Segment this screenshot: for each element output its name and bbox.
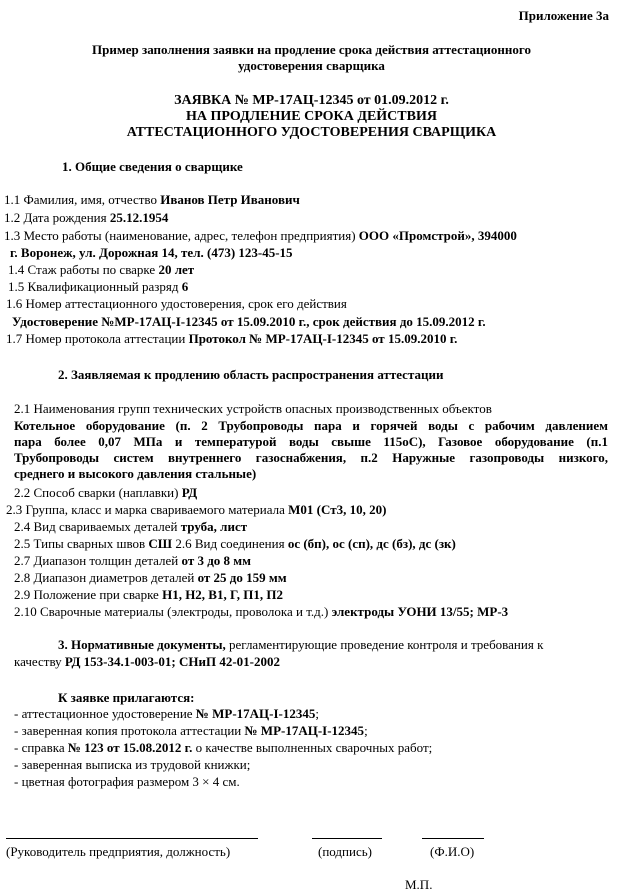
item-1-5: 1.5 Квалификационный разряд 6 bbox=[8, 279, 189, 294]
item-2-1: 2.1 Наименования групп технических устройств опасных производственных объектов bbox=[14, 401, 492, 416]
attachment-item: - заверенная копия протокола аттестации № МР-17АЦ-I-12345; bbox=[14, 723, 368, 738]
item-1-6-value: Удостоверение №МР-17АЦ-I-12345 от 15.09.2010 г., срок действия до 15.09.2012 г. bbox=[12, 314, 486, 329]
item-1-6: 1.6 Номер аттестационного удостоверения, срок его действия bbox=[6, 296, 347, 311]
application-title-line3: АТТЕСТАЦИОННОГО УДОСТОВЕРЕНИЯ СВАРЩИКА bbox=[126, 125, 497, 140]
document-title-line2: удостоверения сварщика bbox=[238, 58, 385, 73]
signature-line-sign bbox=[312, 838, 382, 839]
attachment-item: - аттестационное удостоверение № МР-17АЦ-I-12345; bbox=[14, 706, 319, 721]
signature-position-caption: (Руководитель предприятия, должность) bbox=[6, 844, 231, 859]
item-2-3: 2.3 Группа, класс и марка свариваемого материала М01 (Ст3, 10, 20) bbox=[6, 502, 387, 517]
attachment-item: - заверенная выписка из трудовой книжки; bbox=[14, 757, 251, 772]
item-1-1: 1.1 Фамилия, имя, отчество Иванов Петр Иванович bbox=[4, 192, 300, 207]
stamp-place: М.П. bbox=[405, 877, 433, 892]
item-2-10: 2.10 Сварочные материалы (электроды, проволока и т.д.) электроды УОНИ 13/55; МР-3 bbox=[14, 604, 509, 619]
section3-heading: 3. Нормативные документы, регламентирующие проведение контроля и требования к bbox=[58, 637, 544, 652]
item-2-1-value: Котельное оборудование (п. 2 Трубопроводы пара и горячей воды с рабочим давлением пара более 0,07 МПа и температурой воды свыше 115оС), Газовое оборудование (п.1 Трубопроводы систем внутреннего газоснабжения, п.2 Наружные газопроводы низкого, среднего и высокого давления стальные) bbox=[14, 418, 608, 481]
item-2-8: 2.8 Диапазон диаметров деталей от 25 до 159 мм bbox=[14, 570, 287, 585]
application-title-line2: НА ПРОДЛЕНИЕ СРОКА ДЕЙСТВИЯ bbox=[186, 109, 437, 124]
section3-line2: качеству РД 153-34.1-003-01; СНиП 42-01-2002 bbox=[14, 654, 280, 669]
section2-heading: 2. Заявляемая к продлению область распространения аттестации bbox=[58, 367, 444, 382]
signature-line-position bbox=[6, 838, 258, 839]
signature-name-caption: (Ф.И.О) bbox=[430, 844, 475, 859]
attachment-item: - справка № 123 от 15.08.2012 г. о качестве выполненных сварочных работ; bbox=[14, 740, 433, 755]
item-2-7: 2.7 Диапазон толщин деталей от 3 до 8 мм bbox=[14, 553, 252, 568]
attachment-item: - цветная фотография размером 3 × 4 см. bbox=[14, 774, 240, 789]
item-2-5-2-6: 2.5 Типы сварных швов СШ 2.6 Вид соединения ос (бп), ос (сп), дс (бз), дс (зк) bbox=[14, 536, 456, 551]
signature-sign-caption: (подпись) bbox=[318, 844, 372, 859]
item-2-4: 2.4 Вид свариваемых деталей труба, лист bbox=[14, 519, 248, 534]
item-1-4: 1.4 Стаж работы по сварке 20 лет bbox=[8, 262, 195, 277]
item-1-3: 1.3 Место работы (наименование, адрес, телефон предприятия) ООО «Промстрой», 394000 bbox=[4, 228, 517, 243]
item-1-3-continued: г. Воронеж, ул. Дорожная 14, тел. (473) 123-45-15 bbox=[10, 245, 293, 260]
appendix-label: Приложение 3а bbox=[518, 8, 609, 23]
section1-heading: 1. Общие сведения о сварщике bbox=[62, 159, 243, 174]
attachments-heading: К заявке прилагаются: bbox=[58, 690, 195, 705]
item-2-2: 2.2 Способ сварки (наплавки) РД bbox=[14, 485, 198, 500]
signature-line-name bbox=[422, 838, 484, 839]
item-1-2: 1.2 Дата рождения 25.12.1954 bbox=[4, 210, 169, 225]
application-title-line1: ЗАЯВКА № МР-17АЦ-12345 от 01.09.2012 г. bbox=[174, 93, 449, 108]
document-title-line1: Пример заполнения заявки на продление срока действия аттестационного bbox=[92, 42, 531, 57]
item-1-7: 1.7 Номер протокола аттестации Протокол № МР-17АЦ-I-12345 от 15.09.2010 г. bbox=[6, 331, 458, 346]
item-2-9: 2.9 Положение при сварке Н1, Н2, В1, Г, П1, П2 bbox=[14, 587, 284, 602]
